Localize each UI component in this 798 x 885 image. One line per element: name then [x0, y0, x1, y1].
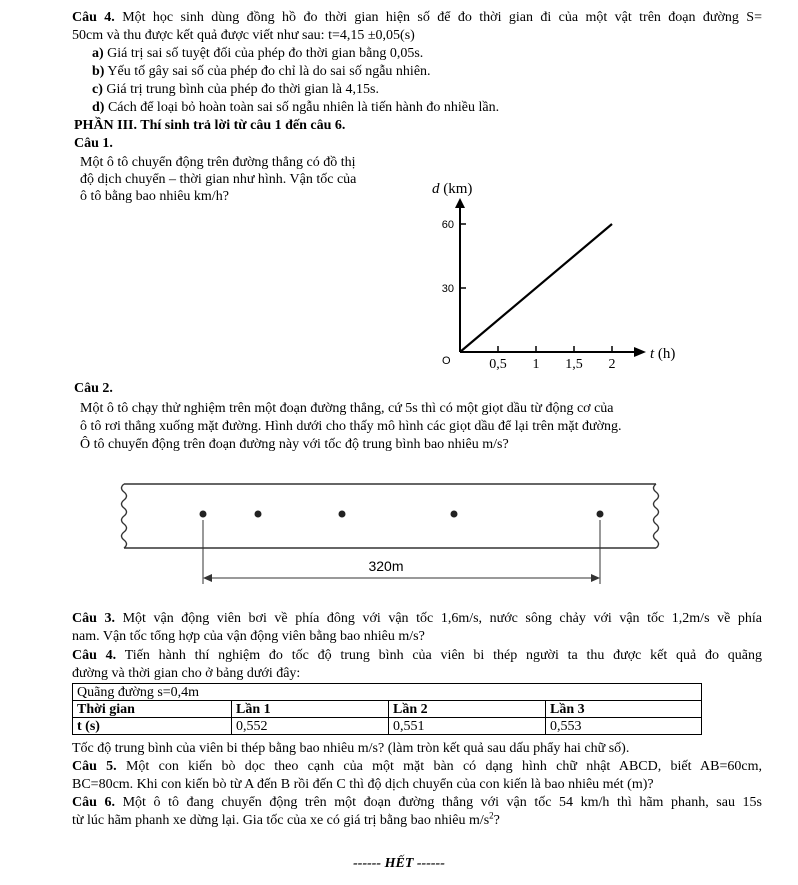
q2-line-2: ô tô rơi thẳng xuống mặt đường. Hình dưới cho thấy mô hình các giọt dầu để lại trên mặt đường.	[80, 419, 622, 434]
q2-line-1: Một ô tô chạy thử nghiệm trên một đoạn đường thẳng, cứ 5s thì có một giọt dầu từ động cơ của	[80, 401, 614, 416]
y-axis-label	[432, 181, 472, 197]
header-cell: Lần 2	[389, 701, 546, 718]
q4-after: Tốc độ trung bình của viên bi thép bằng bao nhiêu m/s? (làm tròn kết quả sau dấu phẩy hai chữ số).	[72, 741, 630, 756]
q4p2-statement-c	[92, 82, 379, 98]
statement-text: Giá trị trung bình của phép đo thời gian là 4,15s.	[102, 82, 379, 97]
y-axis-var: d	[432, 181, 440, 197]
q5-text: Một con kiến bò dọc theo cạnh của một mặt bàn có dạng hình chữ nhật ABCD, biết AB=60cm,	[116, 759, 762, 774]
part3-heading: PHẦN III. Thí sinh trả lời từ câu 1 đến câu 6.	[74, 118, 346, 133]
q4p2-statement-b	[92, 64, 431, 80]
x-axis-label	[650, 346, 675, 362]
statement-key: b)	[92, 64, 105, 79]
table-cell: 0,553	[546, 718, 702, 735]
q6-line-1	[72, 795, 762, 811]
y-tick-label: 60	[441, 219, 454, 231]
statement-key: c)	[92, 82, 103, 97]
y-axis-arrow	[455, 198, 465, 208]
q4-text: Tiến hành thí nghiệm đo tốc độ trung bình của viên bi thép người ta thu được kết quả đo quãng	[116, 648, 762, 663]
distance-cell: Quãng đường s=0,4m	[73, 684, 702, 701]
q5-line-2: BC=80cm. Khi con kiến bò từ A đến B rồi đến C thì độ dịch chuyển của con kiến là bao nhiêu mét (m)?	[72, 777, 654, 792]
q4p2-label: Câu 4.	[72, 10, 115, 25]
oil-drop	[200, 511, 207, 518]
q6-line2-end: ?	[493, 813, 500, 828]
statement-key: d)	[92, 100, 105, 115]
q3-text: Một vận động viên bơi về phía đông với vận tốc 1,6m/s, nước sông chảy với vận tốc 1,2m/s về phía	[114, 611, 762, 626]
oil-drop	[597, 511, 604, 518]
table-cell: t (s)	[73, 718, 232, 735]
statement-text: Giá trị sai số tuyệt đối của phép đo thời gian bằng 0,05s.	[103, 46, 424, 61]
q2-label: Câu 2.	[74, 381, 113, 396]
road-break-right	[654, 484, 659, 548]
y-tick-label: 30	[441, 283, 454, 295]
displacement-time-graph	[420, 176, 700, 376]
q1-line-1: Một ô tô chuyển động trên đường thẳng có đồ thị	[80, 155, 356, 170]
q3-label: Câu 3.	[72, 611, 115, 626]
statement-key: a)	[92, 46, 104, 61]
end-footer: ------ HẾT ------	[353, 856, 445, 871]
table-cell: 0,551	[389, 718, 546, 735]
q4p2-intro-line1	[72, 10, 762, 26]
q3-line-1	[72, 611, 762, 627]
q4p2-intro-text: Một học sinh dùng đồng hồ đo thời gian hiện số để đo thời gian đi của một vật trên đoạn đường S=	[114, 10, 762, 25]
q6-line-2	[72, 810, 500, 829]
y-axis-unit: (km)	[439, 181, 473, 197]
q1-line-2: độ dịch chuyển – thời gian như hình. Vận tốc của	[80, 172, 357, 187]
oil-drop	[451, 511, 458, 518]
measurement-table	[72, 683, 702, 735]
q5-line-1	[72, 759, 762, 775]
q6-line2-text: từ lúc hãm phanh xe dừng lại. Gia tốc của xe có giá trị bằng bao nhiêu m/s	[72, 813, 490, 828]
x-tick-label: 0,5	[489, 357, 507, 372]
table-cell: 0,552	[232, 718, 389, 735]
q4-line-2: đường và thời gian cho ở bảng dưới đây:	[72, 666, 301, 681]
dimension-arrow-right	[591, 574, 600, 582]
q4p2-intro-line2: 50cm và thu được kết quả được viết như sau: t=4,15 ±0,05(s)	[72, 28, 415, 43]
q4p2-statement-d	[92, 100, 499, 116]
x-axis-var: t	[650, 346, 655, 362]
x-tick-label: 1,5	[565, 357, 583, 372]
x-axis-arrow	[634, 347, 646, 357]
oil-drop	[255, 511, 262, 518]
q1-label: Câu 1.	[74, 136, 113, 151]
table-row	[73, 684, 702, 701]
road-break-left	[122, 484, 127, 548]
q4p2-statement-a	[92, 46, 423, 62]
statement-text: Yếu tố gây sai số của phép đo chỉ là do sai số ngẫu nhiên.	[104, 64, 431, 79]
table-row	[73, 701, 702, 718]
oil-drop	[339, 511, 346, 518]
q6-exponent: 2	[489, 810, 494, 821]
table-row	[73, 718, 702, 735]
x-axis-unit: (h)	[654, 346, 676, 362]
q3-line-2: nam. Vận tốc tổng hợp của vận động viên bằng bao nhiêu m/s?	[72, 629, 425, 644]
q4-label: Câu 4.	[72, 648, 117, 663]
origin-label: O	[442, 355, 451, 367]
q6-text: Một ô tô đang chuyển động trên một đoạn đường thẳng với vận tốc 54 km/h thì hãm phanh, sau 15s	[114, 795, 762, 810]
x-tick-label: 1	[532, 357, 540, 372]
header-cell: Thời gian	[73, 701, 232, 718]
oil-drops-figure	[110, 478, 670, 590]
header-cell: Lần 3	[546, 701, 702, 718]
displacement-line	[460, 224, 612, 352]
q5-label: Câu 5.	[72, 759, 117, 774]
distance-label: 320m	[368, 558, 404, 574]
q4-line-1	[72, 648, 762, 664]
q2-line-3: Ô tô chuyển động trên đoạn đường này với tốc độ trung bình bao nhiêu m/s?	[80, 437, 509, 452]
q6-label: Câu 6.	[72, 795, 115, 810]
q1-line-3: ô tô bằng bao nhiêu km/h?	[80, 189, 229, 204]
statement-text: Cách để loại bỏ hoàn toàn sai số ngẫu nhiên là tiến hành đo nhiều lần.	[104, 100, 500, 115]
dimension-arrow-left	[203, 574, 212, 582]
header-cell: Lần 1	[232, 701, 389, 718]
x-tick-label: 2	[608, 357, 616, 372]
